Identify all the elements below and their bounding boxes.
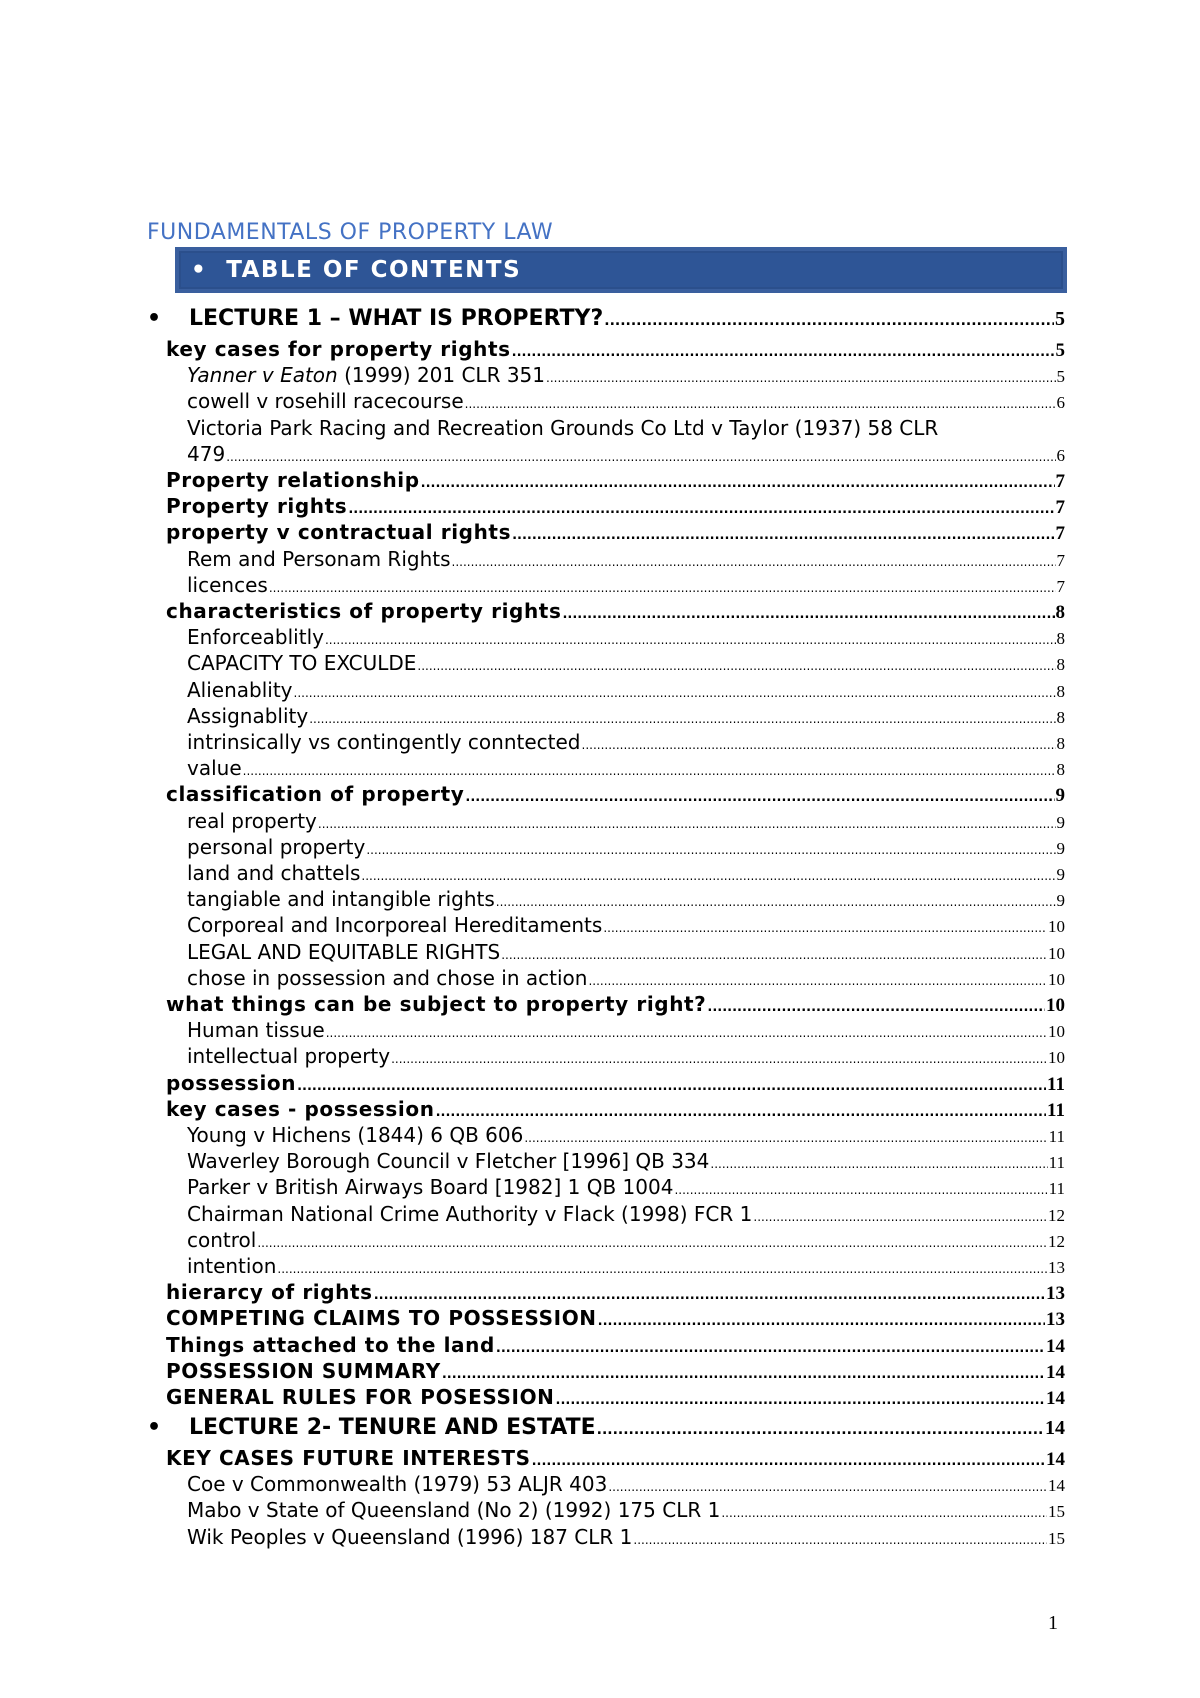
- toc-subsection-entry[interactable]: [187, 887, 1065, 913]
- toc-entry-page-number: 13: [1048, 1258, 1065, 1277]
- toc-dot-leader: [348, 502, 1054, 517]
- toc-entry-text: chose in possession and chose in action: [187, 965, 588, 990]
- toc-subsection-entry[interactable]: [187, 1018, 1065, 1044]
- toc-subsection-entry[interactable]: [187, 678, 1065, 704]
- toc-subsection-entry[interactable]: [187, 389, 1065, 415]
- toc-entry-text: what things can be subject to property right?: [166, 992, 707, 1016]
- toc-section-entry[interactable]: [166, 1385, 1065, 1411]
- toc-entry-text: key cases - possession: [166, 1096, 435, 1121]
- toc-entry-page-number: 8: [1055, 602, 1065, 623]
- toc-entry-label: [187, 1228, 256, 1252]
- toc-entry-label: [147, 306, 603, 331]
- toc-subsection-entry[interactable]: [187, 940, 1065, 966]
- toc-section-entry[interactable]: [166, 1446, 1065, 1472]
- document-title: FUNDAMENTALS OF PROPERTY LAW: [147, 220, 554, 245]
- toc-entry-label: [187, 704, 308, 728]
- toc-entry-label: [187, 389, 464, 413]
- toc-entry-label: [187, 1123, 523, 1147]
- toc-entry-page-number: 6: [1056, 445, 1065, 465]
- toc-section-entry[interactable]: [166, 468, 1065, 494]
- toc-dot-leader: [496, 895, 1056, 909]
- toc-dot-leader: [496, 1341, 1045, 1356]
- toc-entry-text: Assignablity: [187, 703, 309, 728]
- toc-entry-text: characteristics of property rights: [166, 599, 562, 623]
- toc-entry-text: Coe v Commonwealth (1979) 53 ALJR 403: [187, 1472, 608, 1497]
- toc-dot-leader: [710, 1157, 1047, 1171]
- toc-entry-text: Young v Hichens (1844) 6 QB 606: [187, 1123, 524, 1147]
- toc-subsection-entry[interactable]: [187, 1149, 1065, 1175]
- toc-subsection-entry[interactable]: [187, 416, 1065, 442]
- toc-entry-text: Corporeal and Incorporeal Hereditaments: [187, 913, 603, 938]
- toc-entry-page-number: 10: [1048, 969, 1065, 989]
- toc-section-entry[interactable]: [166, 1280, 1065, 1306]
- toc-entry-text: classification of property: [166, 782, 465, 807]
- toc-dot-leader: [269, 581, 1056, 595]
- toc-dot-leader: [501, 948, 1047, 962]
- toc-entry-page-number: 9: [1056, 891, 1065, 911]
- toc-entry-page-number: 9: [1055, 785, 1065, 807]
- toc-entry-page-number: 5: [1055, 340, 1065, 361]
- toc-entry-label: [166, 599, 561, 623]
- toc-entry-label: [166, 468, 420, 492]
- toc-subsection-entry[interactable]: [187, 625, 1065, 651]
- toc-dot-leader: [524, 1131, 1047, 1145]
- toc-entry-text: Parker v British Airways Board [1982] 1 QB 1004: [187, 1175, 674, 1200]
- toc-dot-leader: [721, 1506, 1047, 1520]
- toc-section-entry[interactable]: [166, 337, 1065, 363]
- toc-entry-text: LECTURE 2- TENURE AND ESTATE: [189, 1415, 596, 1440]
- toc-subsection-entry[interactable]: [187, 730, 1065, 756]
- toc-entry-text: Alienablity: [187, 677, 293, 702]
- toc-entry-label: [166, 1446, 531, 1470]
- toc-entry-text: 479: [187, 441, 226, 466]
- page-number: 1: [1048, 1612, 1058, 1634]
- toc-entry-label: [166, 1359, 441, 1383]
- toc-entry-page-number: 13: [1046, 1309, 1065, 1331]
- toc-entry-text: intention: [187, 1254, 277, 1278]
- toc-subsection-entry[interactable]: [187, 573, 1065, 599]
- toc-heading-banner: [175, 247, 1067, 293]
- toc-entry-case-name: Yanner v Eaton: [187, 363, 338, 388]
- toc-heading-bullet: •: [191, 257, 208, 283]
- toc-entry-page-number: 10: [1046, 995, 1065, 1016]
- toc-section-entry[interactable]: [166, 1071, 1065, 1097]
- toc-entry-text: GENERAL RULES FOR POSESSION: [166, 1385, 555, 1409]
- toc-entry-text: CAPACITY TO EXCULDE: [187, 651, 417, 676]
- toc-subsection-entry[interactable]: [187, 913, 1065, 939]
- toc-dot-leader: [417, 659, 1055, 673]
- toc-entry-text: COMPETING CLAIMS TO POSSESSION: [166, 1306, 597, 1331]
- toc-subsection-entry[interactable]: [187, 651, 1065, 677]
- toc-entry-label: [187, 1498, 720, 1522]
- toc-entry-text: Wik Peoples v Queensland (1996) 187 CLR 1: [187, 1524, 633, 1549]
- toc-entry-page-number: 11: [1048, 1179, 1065, 1199]
- toc-entry-text: licences: [187, 572, 268, 597]
- toc-entry-text: tangiable and intangible rights: [187, 887, 495, 912]
- toc-entry-text: LEGAL AND EQUITABLE RIGHTS: [187, 939, 501, 964]
- toc-entry-page-number: 8: [1056, 734, 1065, 753]
- toc-dot-leader: [452, 555, 1056, 569]
- toc-entry-label: [166, 337, 511, 361]
- toc-lecture-entry[interactable]: [147, 306, 1065, 332]
- toc-entry-page-number: 5: [1056, 367, 1065, 387]
- toc-entry-label: [187, 861, 360, 885]
- toc-entry-label: [166, 494, 347, 518]
- toc-entry-page-number: 8: [1056, 760, 1065, 780]
- toc-subsection-entry[interactable]: [187, 1044, 1065, 1070]
- toc-dot-leader: [674, 1183, 1047, 1197]
- toc-entry-page-number: 11: [1048, 1127, 1065, 1146]
- toc-dot-leader: [421, 476, 1055, 491]
- toc-subsection-entry[interactable]: [187, 1202, 1065, 1228]
- toc-subsection-entry[interactable]: [187, 1123, 1065, 1149]
- toc-entry-page-number: 15: [1048, 1502, 1065, 1522]
- toc-entry-label: [166, 782, 464, 806]
- toc-entry-label: [166, 1333, 495, 1357]
- toc-entry-label: [187, 1254, 276, 1278]
- toc-entry-label: [187, 625, 324, 649]
- toc-entry-page-number: 14: [1046, 1361, 1065, 1383]
- toc-section-entry[interactable]: [166, 520, 1065, 546]
- toc-dot-leader: [562, 607, 1054, 622]
- toc-entry-text: possession: [166, 1070, 297, 1095]
- toc-dot-leader: [294, 686, 1056, 700]
- toc-entry-label: [166, 1280, 373, 1304]
- toc-entry-text: real property: [187, 808, 317, 833]
- toc-entry-label: [187, 573, 268, 597]
- toc-dot-leader: [588, 974, 1047, 988]
- toc-dot-leader: [633, 1533, 1047, 1547]
- toc-entry-page-number: 14: [1046, 1388, 1065, 1409]
- toc-entry-page-number: 12: [1048, 1205, 1065, 1225]
- toc-dot-leader: [391, 1052, 1047, 1066]
- toc-entry-label: [166, 1071, 296, 1095]
- toc-entry-page-number: 15: [1048, 1528, 1065, 1548]
- toc-dot-leader: [608, 1480, 1047, 1494]
- toc-entry-label: [187, 1175, 673, 1199]
- toc-dot-leader: [465, 790, 1054, 805]
- toc-entry-text: Things attached to the land: [166, 1332, 495, 1357]
- toc-entry-page-number: 13: [1046, 1283, 1065, 1305]
- toc-entry-page-number: 11: [1047, 1099, 1065, 1121]
- toc-entry-page-number: 12: [1048, 1231, 1065, 1251]
- toc-entry-label: [187, 442, 225, 466]
- toc-heading: [191, 257, 521, 283]
- toc-entry-label: [187, 913, 602, 937]
- toc-entry-page-number: 8: [1056, 655, 1065, 675]
- toc-entry-label: [187, 756, 242, 780]
- toc-subsection-entry[interactable]: [187, 442, 1065, 468]
- toc-entry-label: [187, 1525, 632, 1549]
- toc-entry-page-number: 10: [1048, 1022, 1065, 1042]
- toc-dot-leader: [361, 869, 1055, 883]
- toc-dot-leader: [465, 397, 1056, 411]
- toc-entry-label: [187, 1149, 709, 1173]
- toc-entry-page-number: 11: [1047, 1073, 1065, 1095]
- toc-dot-leader: [297, 1079, 1046, 1094]
- toc-entry-page-number: 6: [1056, 393, 1065, 413]
- toc-entry-page-number: 9: [1056, 812, 1065, 832]
- toc-section-entry[interactable]: [166, 1306, 1065, 1332]
- toc-entry-label: [187, 1018, 325, 1042]
- toc-entry-text: Waverley Borough Council v Fletcher [1996] QB 334: [187, 1149, 710, 1174]
- toc-entry-text: property v contractual rights: [166, 520, 512, 545]
- toc-entry-page-number: 10: [1048, 917, 1065, 937]
- toc-entry-page-number: 8: [1056, 629, 1065, 649]
- toc-entry-text: cowell v rosehill racecourse: [187, 389, 464, 414]
- toc-entry-text: KEY CASES FUTURE INTERESTS: [166, 1446, 531, 1470]
- toc-entry-label: [166, 520, 511, 544]
- toc-subsection-entry[interactable]: [187, 1175, 1065, 1201]
- toc-subsection-entry[interactable]: [187, 363, 1065, 389]
- toc-entry-label: [187, 966, 587, 990]
- toc-dot-leader: [598, 1314, 1045, 1329]
- toc-entry-label: [187, 416, 938, 440]
- toc-entry-text: Property relationship: [166, 468, 420, 492]
- toc-entry-page-number: 10: [1048, 1048, 1065, 1068]
- toc-entry-label: [166, 1306, 597, 1330]
- toc-entry-label: [187, 363, 545, 387]
- toc-entry-text: Victoria Park Racing and Recreation Grounds Co Ltd v Taylor (1937) 58 CLR: [187, 415, 939, 440]
- toc-dot-leader: [436, 1105, 1046, 1120]
- toc-entry-text: intellectual property: [187, 1044, 391, 1069]
- toc-dot-leader: [374, 1288, 1045, 1303]
- toc-entry-label: [187, 547, 451, 571]
- toc-dot-leader: [257, 1236, 1047, 1250]
- toc-dot-leader: [366, 843, 1055, 857]
- toc-dot-leader: [243, 764, 1056, 778]
- toc-entry-label: [187, 940, 500, 964]
- toc-entry-label: [187, 651, 416, 675]
- toc-section-entry[interactable]: [166, 1359, 1065, 1385]
- toc-entry-page-number: 14: [1045, 1417, 1065, 1439]
- toc-dot-leader: [604, 313, 1054, 329]
- toc-entry-page-number: 14: [1046, 1449, 1065, 1470]
- toc-entry-text: land and chattels: [187, 861, 361, 885]
- toc-entry-label: [147, 1415, 596, 1440]
- toc-entry-page-number: 10: [1048, 943, 1065, 963]
- toc-dot-leader: [325, 633, 1056, 647]
- toc-dot-leader: [442, 1367, 1045, 1382]
- toc-subsection-entry[interactable]: [187, 547, 1065, 573]
- toc-entry-label: [187, 809, 317, 833]
- toc-subsection-entry[interactable]: [187, 756, 1065, 782]
- toc-dot-leader: [707, 1000, 1045, 1015]
- toc-entry-page-number: 9: [1056, 838, 1065, 858]
- toc-entry-page-number: 8: [1056, 681, 1065, 701]
- toc-heading-box: [179, 251, 1063, 289]
- toc-dot-leader: [326, 1026, 1047, 1040]
- toc-dot-leader: [556, 1393, 1045, 1408]
- toc-entry-page-number: 7: [1055, 523, 1065, 545]
- bullet-icon: •: [147, 1415, 162, 1440]
- toc-dot-leader: [532, 1454, 1045, 1469]
- toc-entry-label: [187, 1044, 390, 1068]
- toc-entry-page-number: 7: [1055, 471, 1065, 492]
- toc-entry-label: [187, 1202, 752, 1226]
- toc-entry-text: Rem and Personam Rights: [187, 546, 451, 571]
- toc-dot-leader: [546, 371, 1055, 385]
- bullet-icon: •: [147, 306, 162, 331]
- toc-dot-leader: [512, 345, 1055, 360]
- toc-subsection-entry[interactable]: [187, 861, 1065, 887]
- toc-subsection-entry[interactable]: [187, 966, 1065, 992]
- toc-entry-page-number: 5: [1055, 308, 1065, 330]
- toc-entry-page-number: 9: [1056, 865, 1065, 884]
- toc-entry-label: [166, 992, 706, 1016]
- toc-section-entry[interactable]: [166, 1333, 1065, 1359]
- toc-entry-text: Chairman National Crime Authority v Flack (1998) FCR 1: [187, 1201, 753, 1226]
- toc-section-entry[interactable]: [166, 992, 1065, 1018]
- toc-subsection-entry[interactable]: [187, 1254, 1065, 1280]
- toc-subsection-entry[interactable]: [187, 704, 1065, 730]
- toc-dot-leader: [603, 921, 1047, 935]
- toc-dot-leader: [512, 528, 1054, 543]
- toc-dot-leader: [318, 817, 1056, 831]
- toc-entry-text: POSSESSION SUMMARY: [166, 1358, 441, 1383]
- toc-entry-text: intrinsically vs contingently conntected: [187, 730, 581, 754]
- toc-entry-label: [187, 730, 581, 754]
- toc-section-entry[interactable]: [166, 1097, 1065, 1123]
- toc-dot-leader: [582, 738, 1056, 752]
- toc-entry-label: [187, 887, 495, 911]
- toc-entry-page-number: 7: [1056, 576, 1065, 596]
- toc-subsection-entry[interactable]: [187, 1525, 1065, 1551]
- toc-entry-text: (1999) 201 CLR 351: [337, 363, 546, 388]
- toc-entry-page-number: 14: [1046, 1335, 1065, 1357]
- toc-entry-label: [166, 1385, 555, 1409]
- toc-subsection-entry[interactable]: [187, 1472, 1065, 1498]
- toc-entry-page-number: 7: [1055, 497, 1065, 519]
- toc-entry-page-number: 7: [1056, 550, 1065, 570]
- toc-subsection-entry[interactable]: [187, 809, 1065, 835]
- toc-subsection-entry[interactable]: [187, 1228, 1065, 1254]
- toc-entry-text: personal property: [187, 834, 366, 859]
- toc-entry-text: Property rights: [166, 494, 348, 519]
- toc-entry-text: LECTURE 1 – WHAT IS PROPERTY?: [189, 306, 604, 331]
- toc-dot-leader: [277, 1262, 1047, 1276]
- toc-entry-text: control: [187, 1227, 257, 1252]
- toc-entry-label: [166, 1097, 435, 1121]
- toc-entry-page-number: 14: [1048, 1476, 1065, 1496]
- toc-section-entry[interactable]: [166, 599, 1065, 625]
- toc-section-entry[interactable]: [166, 494, 1065, 520]
- toc-section-entry[interactable]: [166, 782, 1065, 808]
- toc-subsection-entry[interactable]: [187, 835, 1065, 861]
- toc-dot-leader: [597, 1422, 1044, 1438]
- toc-entry-page-number: 8: [1056, 707, 1065, 727]
- toc-lecture-entry[interactable]: [147, 1415, 1065, 1441]
- toc-entry-label: [187, 678, 293, 702]
- toc-entry-text: Human tissue: [187, 1018, 325, 1043]
- toc-entry-page-number: 11: [1048, 1153, 1065, 1173]
- toc-heading-text: TABLE OF CONTENTS: [226, 257, 522, 283]
- toc-subsection-entry[interactable]: [187, 1498, 1065, 1524]
- toc-entry-label: [187, 835, 365, 859]
- toc-entry-label: [187, 1472, 607, 1496]
- toc-dot-leader: [753, 1210, 1047, 1224]
- toc-dot-leader: [226, 450, 1055, 464]
- toc-entry-text: hierarcy of rights: [166, 1280, 373, 1305]
- toc-entry-text: Mabo v State of Queensland (No 2) (1992) 175 CLR 1: [187, 1498, 721, 1523]
- toc-entry-text: Enforceablitly: [187, 625, 324, 650]
- toc-dot-leader: [309, 712, 1055, 726]
- toc-entry-text: value: [187, 756, 242, 781]
- toc-entry-text: key cases for property rights: [166, 337, 511, 361]
